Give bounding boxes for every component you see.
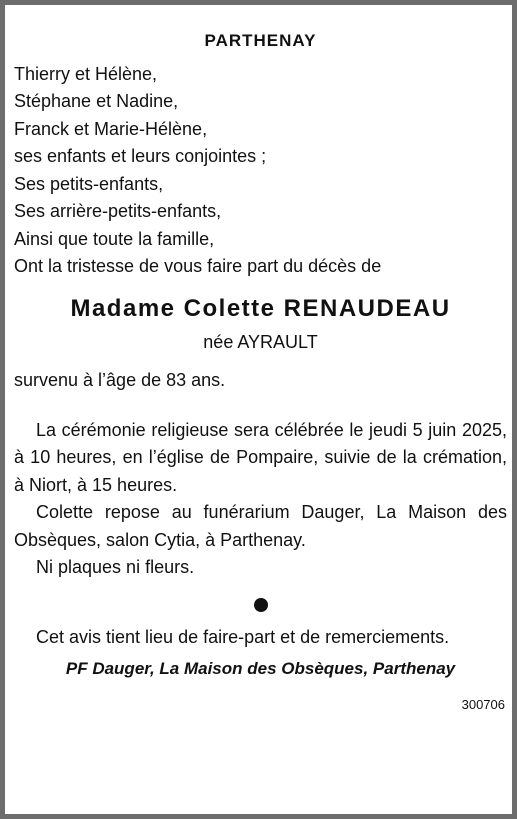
bullet-separator-icon: [254, 598, 268, 612]
family-line: Ses petits-enfants,: [14, 173, 164, 194]
funeral-home-signature: PF Dauger, La Maison des Obsèques, Parthenay: [65, 659, 456, 678]
family-line: ses enfants et leurs conjointes ;: [14, 146, 267, 166]
arrangements: [14, 417, 507, 582]
family-line: Franck et Marie-Hélène,: [14, 118, 208, 139]
family-list: [14, 61, 507, 281]
maiden-name: née AYRAULT: [203, 331, 318, 352]
notice-paragraph: Cet avis tient lieu de faire-part et de remerciements.: [36, 626, 450, 647]
age-line: survenu à l’âge de 83 ans.: [14, 370, 226, 390]
family-line: Stéphane et Nadine,: [14, 91, 179, 111]
family-line: Thierry et Hélène,: [14, 63, 158, 84]
deceased-name: Madame Colette RENAUDEAU: [70, 294, 451, 322]
town-heading: PARTHENAY: [204, 31, 317, 50]
rest-place-paragraph: Colette repose au funérarium Dauger, La Maison des Obsèques, salon Cytia, à Parthenay.: [14, 502, 507, 550]
no-flowers-paragraph: Ni plaques ni fleurs.: [36, 557, 195, 577]
reference-number: 300706: [461, 696, 505, 712]
family-line: Ses arrière-petits-enfants,: [14, 201, 222, 221]
notice-content: [14, 27, 507, 718]
family-line: Ainsi que toute la famille,: [14, 228, 215, 249]
ceremony-paragraph: La cérémonie religieuse sera célébrée le jeudi 5 juin 2025, à 10 heures, en l’église de Pompaire, suivie de la crémation, à Niort, à 15 heures.: [14, 419, 507, 495]
family-line: Ont la tristesse de vous faire part du décès de: [14, 256, 382, 276]
